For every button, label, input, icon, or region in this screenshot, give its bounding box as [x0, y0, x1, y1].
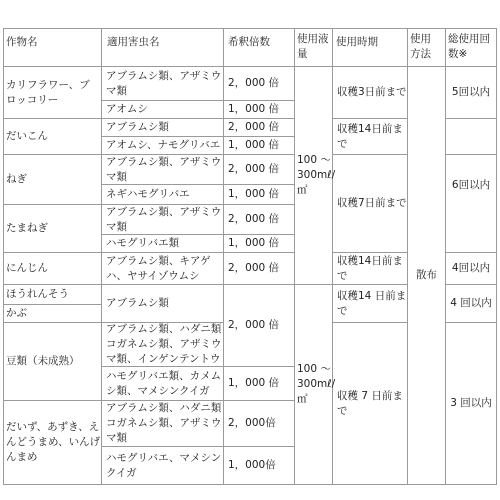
pest-row-14: ハモグリバエ、マメシン クイガ: [106, 451, 222, 479]
dilution-row-12: 1，000 倍: [228, 377, 280, 389]
pest-row-6: ネギハモグリバエ: [106, 188, 190, 200]
dilution-row-8: 1，000 倍: [228, 237, 280, 249]
header-volume: 使用液 量: [297, 33, 329, 60]
total-5: 3 回以内: [450, 397, 492, 409]
total-1: 5回以内: [451, 86, 491, 98]
dilution-row-2: 1，000 倍: [228, 103, 280, 115]
pest-row-11: アブラムシ類、ハダニ類 コガネムシ類、アザミウ マ類、インゲンテントウ: [106, 323, 222, 365]
header-total: 総使用回 数※: [448, 33, 490, 60]
pest-row-13: アブラムシ類、ハダニ類 コガネムシ類、アザミウ マ類: [106, 402, 222, 444]
dilution-row-7: 2，000 倍: [228, 213, 280, 225]
header-pest: 適用害虫名: [107, 36, 160, 48]
crop-ninjin: にんじん: [6, 262, 48, 274]
crop-horenso: ほうれんそう: [6, 288, 69, 300]
volume-upper: 100 ～ 300mℓ/ ㎡: [297, 154, 336, 196]
dilution-row-10-11: 2，000 倍: [228, 319, 280, 331]
header-method: 使用 方法: [410, 33, 431, 60]
crop-daizu: だいず、あずき、え んどうまめ、いんげ んまめ: [6, 421, 101, 463]
pest-row-12: ハモグリバエ類、カメム シ類、マメシンクイガ: [106, 369, 222, 397]
dilution-row-5: 2，000 倍: [228, 163, 280, 175]
pest-row-2: アオムシ: [106, 103, 148, 115]
crop-tamanegi: たまねぎ: [6, 222, 48, 234]
pest-row-3: アブラムシ類: [106, 121, 169, 133]
pest-row-7: アブラムシ類、アザミウ マ類: [106, 205, 222, 233]
dilution-row-9: 2，000 倍: [228, 262, 280, 274]
timing-5: 収穫14 日前ま で: [337, 289, 407, 317]
dilution-row-13: 2，000倍: [228, 417, 276, 429]
dilution-row-1: 2，000 倍: [228, 77, 280, 89]
method-cell: 散布: [416, 269, 437, 281]
total-3: 4回以内: [451, 262, 491, 274]
pest-row-4: アオムシ、ナモグリバエ: [106, 139, 221, 151]
header-crop: 作物名: [6, 36, 38, 48]
crop-negi: ねぎ: [6, 173, 27, 185]
dilution-row-3: 2，000 倍: [228, 121, 280, 133]
pest-row-9: アブラムシ類、キアゲ ハ、ヤサイゾウムシ: [106, 254, 211, 282]
timing-6: 収穫 7 日前ま で: [337, 389, 403, 417]
pest-row-10: アブラムシ類: [106, 297, 169, 309]
total-4: 4 回以内: [450, 297, 492, 309]
crop-mame: 豆類（未成熟）: [6, 355, 80, 367]
pest-row-8: ハモグリバエ類: [106, 237, 180, 249]
timing-3: 収穫7日前まで: [337, 197, 407, 209]
total-2: 6回以内: [451, 179, 491, 191]
timing-1: 収穫3日前まで: [337, 86, 407, 98]
pest-row-1: アブラムシ類、アザミウ マ類: [106, 69, 222, 97]
crop-kabu: かぶ: [6, 307, 27, 319]
dilution-row-4: 1，000 倍: [228, 139, 280, 151]
volume-lower: 100 ～ 300mℓ/ ㎡: [297, 363, 336, 405]
dilution-row-6: 1，000 倍: [228, 188, 280, 200]
crop-daikon: だいこん: [6, 130, 48, 142]
header-timing: 使用時期: [336, 36, 378, 48]
timing-2: 収穫14日前ま で: [337, 122, 403, 150]
timing-4: 収穫14日前まで: [337, 254, 403, 282]
header-dilution: 希釈倍数: [228, 36, 270, 48]
crop-cauliflower: カリフラワー、ブ ロッコリー: [6, 78, 90, 106]
pest-row-5: アブラムシ類、アザミウ マ類: [106, 155, 222, 183]
dilution-row-14: 1，000倍: [228, 459, 276, 471]
